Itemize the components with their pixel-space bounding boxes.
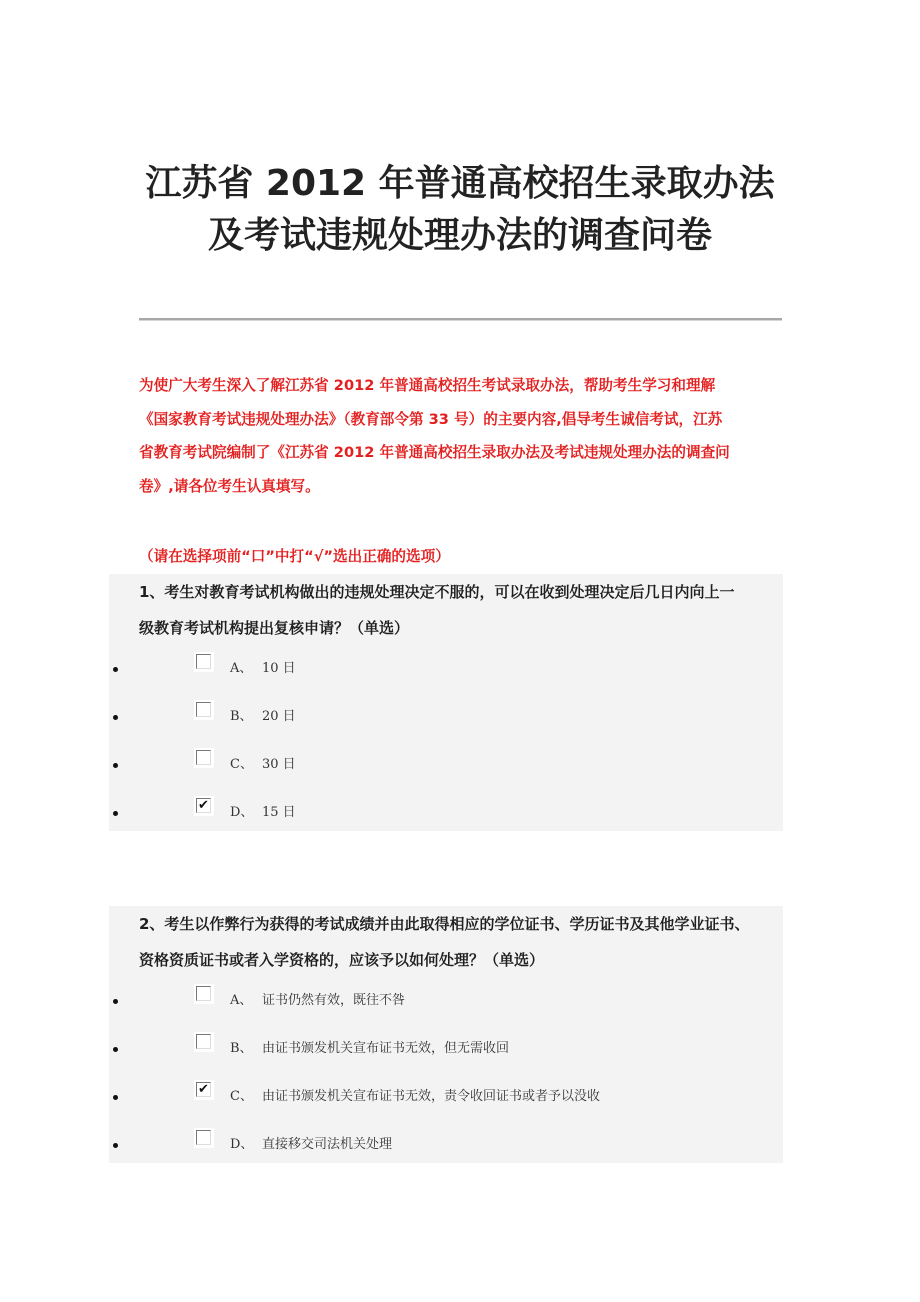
bullet-icon xyxy=(113,715,118,720)
option-d[interactable] xyxy=(109,1130,783,1160)
checkbox-checked[interactable]: ✔ xyxy=(196,798,211,813)
checkbox[interactable] xyxy=(196,986,211,1001)
bullet-icon xyxy=(113,1095,118,1100)
question-line: 级教育考试机构提出复核申请？（单选） xyxy=(139,619,410,637)
option-letter: C、 xyxy=(230,1089,253,1104)
option-letter: B、 xyxy=(230,709,253,724)
option-b[interactable] xyxy=(109,1034,783,1064)
checkbox[interactable] xyxy=(196,654,211,669)
question-line: 2、考生以作弊行为获得的考试成绩并由此取得相应的学位证书、学历证书及其他学业证书、 xyxy=(139,915,750,933)
option-text: 10 日 xyxy=(262,661,296,676)
question-1 xyxy=(109,574,783,831)
intro-line: 《国家教育考试违规处理办法》（教育部令第 33 号）的主要内容,倡导考生诚信考试，江苏 xyxy=(139,410,723,428)
bullet-icon xyxy=(113,1047,118,1052)
bullet-icon xyxy=(113,763,118,768)
intro-paragraph xyxy=(139,369,784,503)
option-c[interactable] xyxy=(109,750,783,780)
option-a[interactable] xyxy=(109,654,783,684)
option-letter: B、 xyxy=(230,1041,253,1056)
document-title xyxy=(0,158,920,262)
option-a[interactable] xyxy=(109,986,783,1016)
option-letter: A、 xyxy=(230,661,253,676)
title-divider xyxy=(139,318,782,321)
option-text: 20 日 xyxy=(262,709,296,724)
intro-line: 省教育考试院编制了《江苏省 2012 年普通高校招生录取办法及考试违规处理办法的调查问 xyxy=(139,444,730,462)
option-letter: D、 xyxy=(230,1137,254,1152)
option-b[interactable] xyxy=(109,702,783,732)
option-letter: D、 xyxy=(230,805,254,820)
question-line: 1、考生对教育考试机构做出的违规处理决定不服的，可以在收到处理决定后几日内向上一 xyxy=(139,583,735,601)
question-line: 资格资质证书或者入学资格的，应该予以如何处理？（单选） xyxy=(139,951,545,969)
intro-line: 卷》,请各位考生认真填写。 xyxy=(139,477,320,495)
option-d[interactable] xyxy=(109,798,783,828)
option-text: 由证书颁发机关宣布证书无效，但无需收回 xyxy=(262,1041,510,1056)
option-text: 由证书颁发机关宣布证书无效，责令收回证书或者予以没收 xyxy=(262,1089,601,1104)
option-letter: C、 xyxy=(230,757,253,772)
option-text: 直接移交司法机关处理 xyxy=(262,1137,393,1152)
intro-line: 为使广大考生深入了解江苏省 2012 年普通高校招生考试录取办法，帮助考生学习和理解 xyxy=(139,377,716,394)
title-line-2: 及考试违规处理办法的调查问卷 xyxy=(207,215,712,256)
question-2 xyxy=(109,906,783,1163)
option-letter: A、 xyxy=(230,993,253,1008)
bullet-icon xyxy=(113,1143,118,1148)
bullet-icon xyxy=(113,811,118,816)
option-text: 15 日 xyxy=(262,805,296,820)
option-c[interactable] xyxy=(109,1082,783,1112)
checkbox[interactable] xyxy=(196,702,211,717)
checkbox[interactable] xyxy=(196,750,211,765)
question-2-text xyxy=(139,906,784,978)
title-line-1: 江苏省 2012 年普通高校招生录取办法 xyxy=(145,163,775,204)
bullet-icon xyxy=(113,999,118,1004)
checkbox[interactable] xyxy=(196,1034,211,1049)
checkbox-checked[interactable]: ✔ xyxy=(196,1082,211,1097)
question-1-text xyxy=(139,574,784,646)
option-text: 30 日 xyxy=(262,757,296,772)
option-text: 证书仍然有效，既往不咎 xyxy=(262,993,406,1008)
checkbox[interactable] xyxy=(196,1130,211,1145)
instruction-text: （请在选择项前“口”中打“√”选出正确的选项） xyxy=(139,548,450,565)
bullet-icon xyxy=(113,667,118,672)
